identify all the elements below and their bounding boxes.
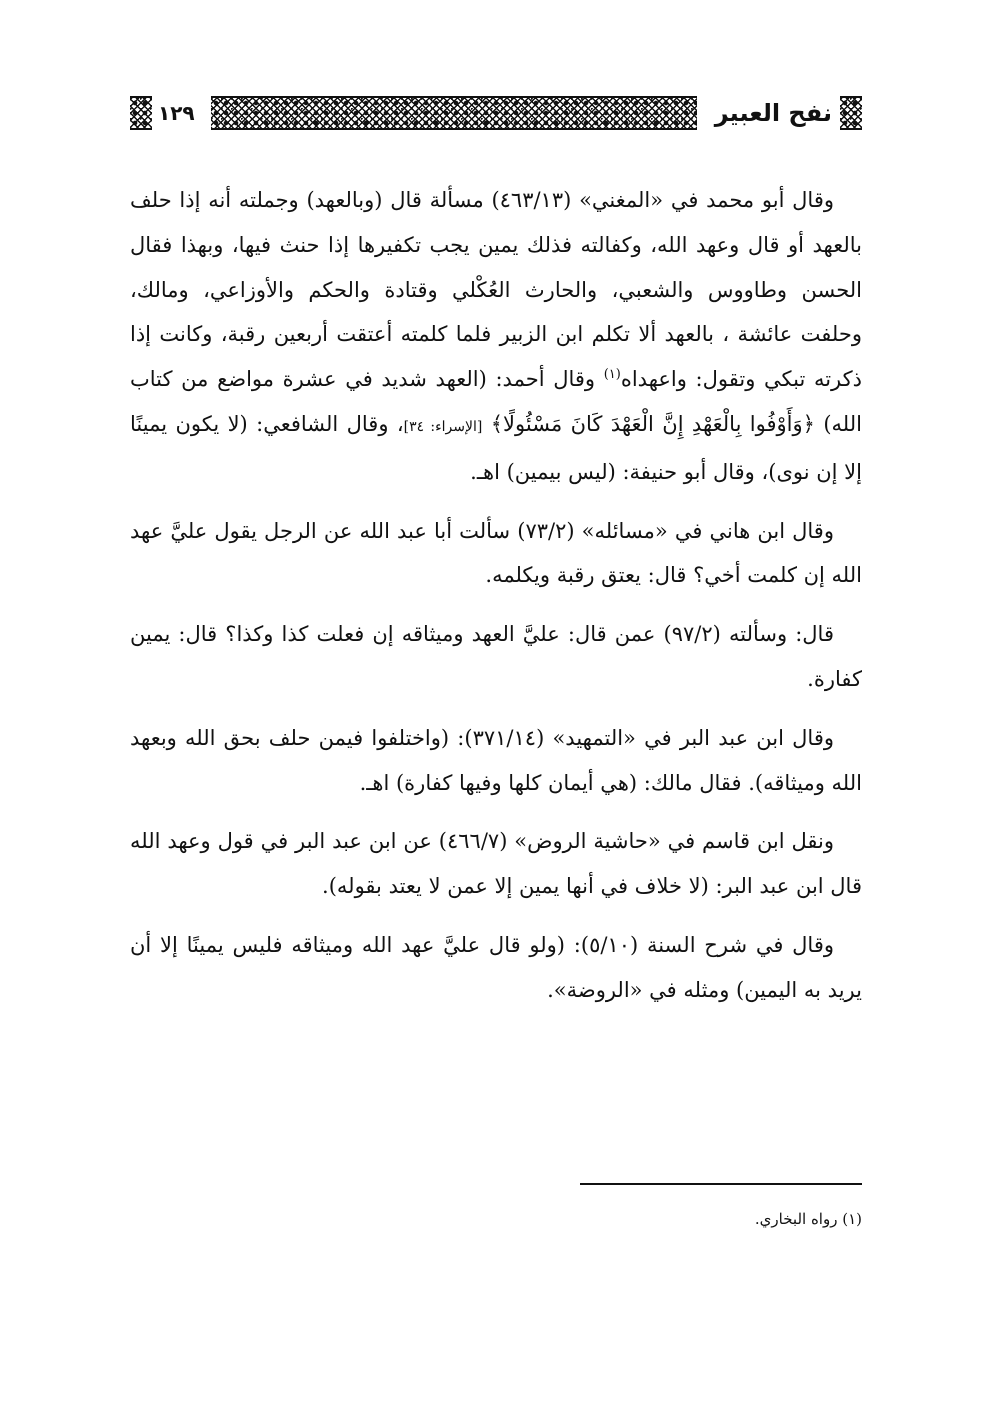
book-title: نفح العبير [714, 99, 832, 127]
footnote-divider [580, 1183, 862, 1185]
header-ornament-band [211, 96, 697, 130]
header-ornament-left [130, 96, 152, 130]
paragraph-text: وقال أحمد: (العهد شديد في عشرة مواضع من كتاب الله) ﴿وَأَوْفُوا بِالْعَهْدِ إِنَّ الْعَهْدَ كَانَ مَسْئُولًا﴾ [130, 367, 862, 436]
footnote-marker: (١) [603, 367, 621, 383]
paragraph: قال: وسألته (٩٧/٢) عمن قال: عليَّ العهد وميثاقه إن فعلت كذا وكذا؟ قال: يمين كفارة. [130, 622, 862, 691]
main-text [130, 178, 862, 1027]
footnote: (١) رواه البخاري. [754, 1210, 862, 1228]
quran-reference: [الإسراء: ٣٤] [403, 418, 483, 435]
paragraph: وقال ابن عبد البر في «التمهيد» (٣٧١/١٤): (واختلفوا فيمن حلف بحق الله وبعهد الله وميثاقه). فقال مالك: (هي أيمان كلها وفيها كفارة) اهـ. [130, 725, 862, 795]
paragraph: ونقل ابن قاسم في «حاشية الروض» (٤٦٦/٧) عن ابن عبد البر في قول وعهد الله قال ابن عبد البر: (لا خلاف في أنها يمين إلا عمن لا يعتد بقوله). [130, 829, 862, 899]
paragraph: وقال ابن هاني في «مسائله» (٧٣/٢) سألت أبا عبد الله عن الرجل يقول عليَّ عهد الله إن كلمت أخي؟ قال: يعتق رقبة ويكلمه. [130, 518, 862, 588]
paragraph-text: ، وقال الشافعي: (لا يكون يمينًا إلا إن نوى)، وقال أبو حنيفة: (ليس بيمين) اهـ. [130, 411, 862, 484]
header-ornament-right [840, 96, 862, 130]
paragraph: وقال في شرح السنة (٥/١٠): (ولو قال عليَّ عهد الله وميثاقه فليس يمينًا إلا أن يريد به اليمين) ومثله في «الروضة». [130, 932, 862, 1002]
page-number: ١٢٩ [158, 101, 195, 125]
page-header [130, 92, 862, 134]
paragraph-text: وقال أبو محمد في «المغني» (٤٦٣/١٣) مسألة قال (وبالعهد) وجملته أنه إذا حلف بالعهد أو قال وعهد الله، وكفالته فذلك يمين يجب تكفيرها إذا حنث فيها، وبهذا فقال الحسن وطاووس والشعبي، والحارث العُكْلي وقتادة والحكم والأوزاعي، ومالك، وحلفت عائشة ، بالعهد ألا تكلم ابن الزبير فلما كلمته أعتقت أربعين رقبة، وكانت إذا ذكرته تبكي وتقول: واعهداه [130, 188, 862, 392]
paragraph [130, 178, 862, 495]
